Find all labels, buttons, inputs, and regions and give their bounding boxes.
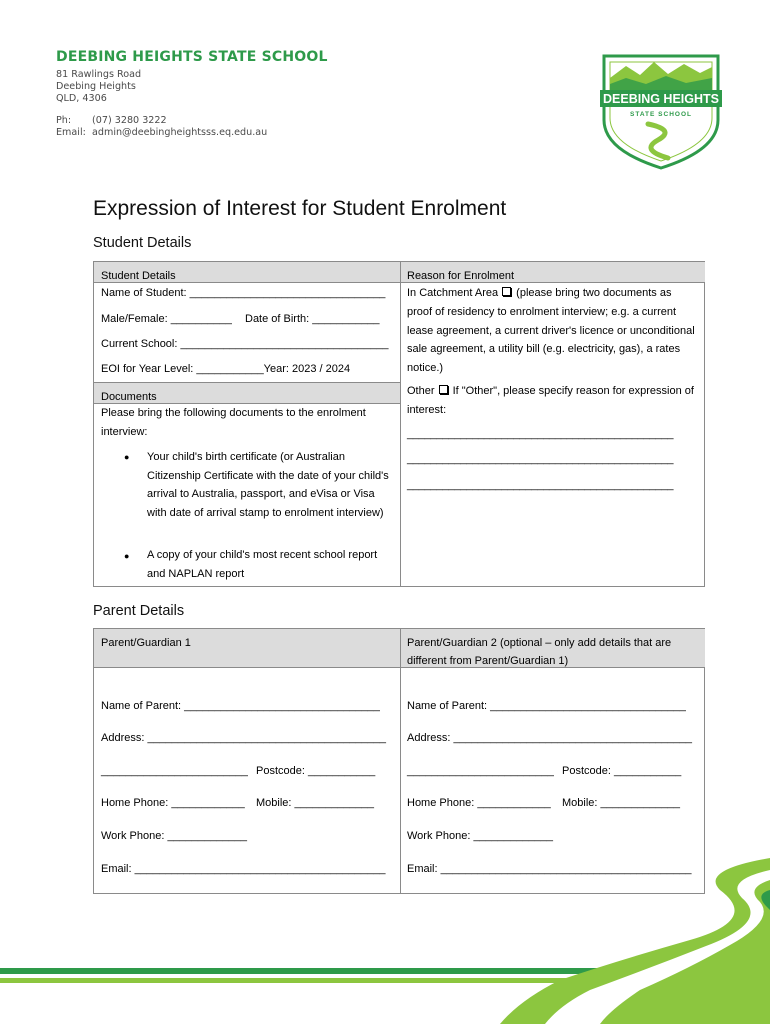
documents-intro: Please bring the following documents to the enrolment interview: (101, 407, 366, 438)
logo-subtitle: STATE SCHOOL (630, 111, 692, 118)
guardian1-name-field[interactable]: Name of Parent: ________________________________ (101, 700, 380, 712)
guardian1-address-field[interactable]: Address: _______________________________________ (101, 732, 387, 744)
other-option[interactable] (407, 382, 699, 419)
bullet-icon: ● (124, 452, 130, 462)
phone-label: Ph: (56, 115, 72, 126)
gender-field[interactable]: Male/Female: __________ (101, 313, 232, 325)
email-value: admin@deebingheightsss.eq.edu.au (92, 127, 268, 138)
catchment-option[interactable] (407, 284, 671, 302)
guardian1-address-line2[interactable]: ________________________ (101, 765, 248, 777)
year-level-field[interactable]: EOI for Year Level: ___________Year: 2023 / 2024 (101, 363, 351, 375)
email-line (56, 127, 267, 138)
guardian2-email-field[interactable]: Email: _________________________________________ (407, 863, 692, 875)
catchment-label: In Catchment Area (407, 287, 499, 299)
catchment-checkbox[interactable] (502, 287, 511, 296)
document-item: Your child's birth certificate (or Australian Citizenship Certificate with the date of your child's arrival to Australia, passport, and eVisa or Visa with date of arrival stamp to enrolment interview) (147, 451, 389, 519)
phone-value: (07) 3280 3222 (92, 115, 167, 126)
guardian2-mobile-field[interactable]: Mobile: _____________ (562, 797, 681, 809)
page-title: Expression of Interest for Student Enrolment (93, 197, 507, 220)
footer-swoosh-graphic (0, 850, 770, 1024)
document-item: A copy of your child's most recent school report and NAPLAN report (147, 549, 378, 580)
logo-title: DEEBING HEIGHTS (603, 92, 719, 106)
guardian2-address-line2[interactable]: ________________________ (407, 765, 554, 777)
guardian2-work-phone-field[interactable]: Work Phone: _____________ (407, 830, 553, 842)
other-text: If "Other", please specify reason for expression of interest: (407, 385, 694, 416)
student-section-heading: Student Details (93, 235, 192, 251)
guardian1-home-phone-field[interactable]: Home Phone: ____________ (101, 797, 245, 809)
other-label: Other (407, 385, 435, 397)
other-reason-line[interactable]: _____________________________________________ (407, 453, 674, 465)
address-line-2: Deebing Heights (56, 81, 136, 92)
guardian1-header: Parent/Guardian 1 (94, 629, 400, 667)
dob-field[interactable]: Date of Birth: ___________ (245, 313, 380, 325)
other-reason-line[interactable]: _____________________________________________ (407, 479, 674, 491)
guardian2-address-field[interactable]: Address: _______________________________________ (407, 732, 693, 744)
address-line-3: QLD, 4306 (56, 93, 107, 104)
address-line-1: 81 Rawlings Road (56, 69, 142, 80)
guardian2-name-field[interactable]: Name of Parent: ________________________________ (407, 700, 686, 712)
phone-line (56, 115, 167, 126)
other-checkbox[interactable] (439, 385, 448, 394)
other-reason-line[interactable]: _____________________________________________ (407, 428, 674, 440)
documents-header: Documents (94, 383, 400, 403)
guardian1-work-phone-field[interactable]: Work Phone: _____________ (101, 830, 247, 842)
guardian1-mobile-field[interactable]: Mobile: _____________ (256, 797, 375, 809)
guardian2-postcode-field[interactable]: Postcode: ___________ (562, 765, 682, 777)
current-school-field[interactable]: Current School: __________________________________ (101, 338, 389, 350)
guardian2-header: Parent/Guardian 2 (optional – only add details that are different from Parent/Guardian 1) (400, 629, 705, 667)
catchment-details: proof of residency to enrolment interview; e.g. a current lease agreement, a current driver's licence or unconditional sale agreement, a utility bill (e.g. electricity, gas), a rates notice.) (407, 306, 695, 374)
guardian2-home-phone-field[interactable]: Home Phone: ____________ (407, 797, 551, 809)
student-details-header: Student Details (94, 262, 400, 282)
catchment-text: (please bring two documents as (516, 287, 672, 299)
email-label: Email: (56, 127, 86, 138)
bullet-icon: ● (124, 551, 130, 561)
guardian1-postcode-field[interactable]: Postcode: ___________ (256, 765, 376, 777)
student-name-field[interactable]: Name of Student: ________________________________ (101, 287, 386, 299)
school-logo-icon (596, 50, 726, 170)
reason-header: Reason for Enrolment (400, 262, 705, 282)
guardian1-email-field[interactable]: Email: _________________________________________ (101, 863, 386, 875)
school-name: DEEBING HEIGHTS STATE SCHOOL (56, 49, 328, 65)
parent-section-heading: Parent Details (93, 603, 185, 619)
student-details-table (93, 261, 705, 587)
